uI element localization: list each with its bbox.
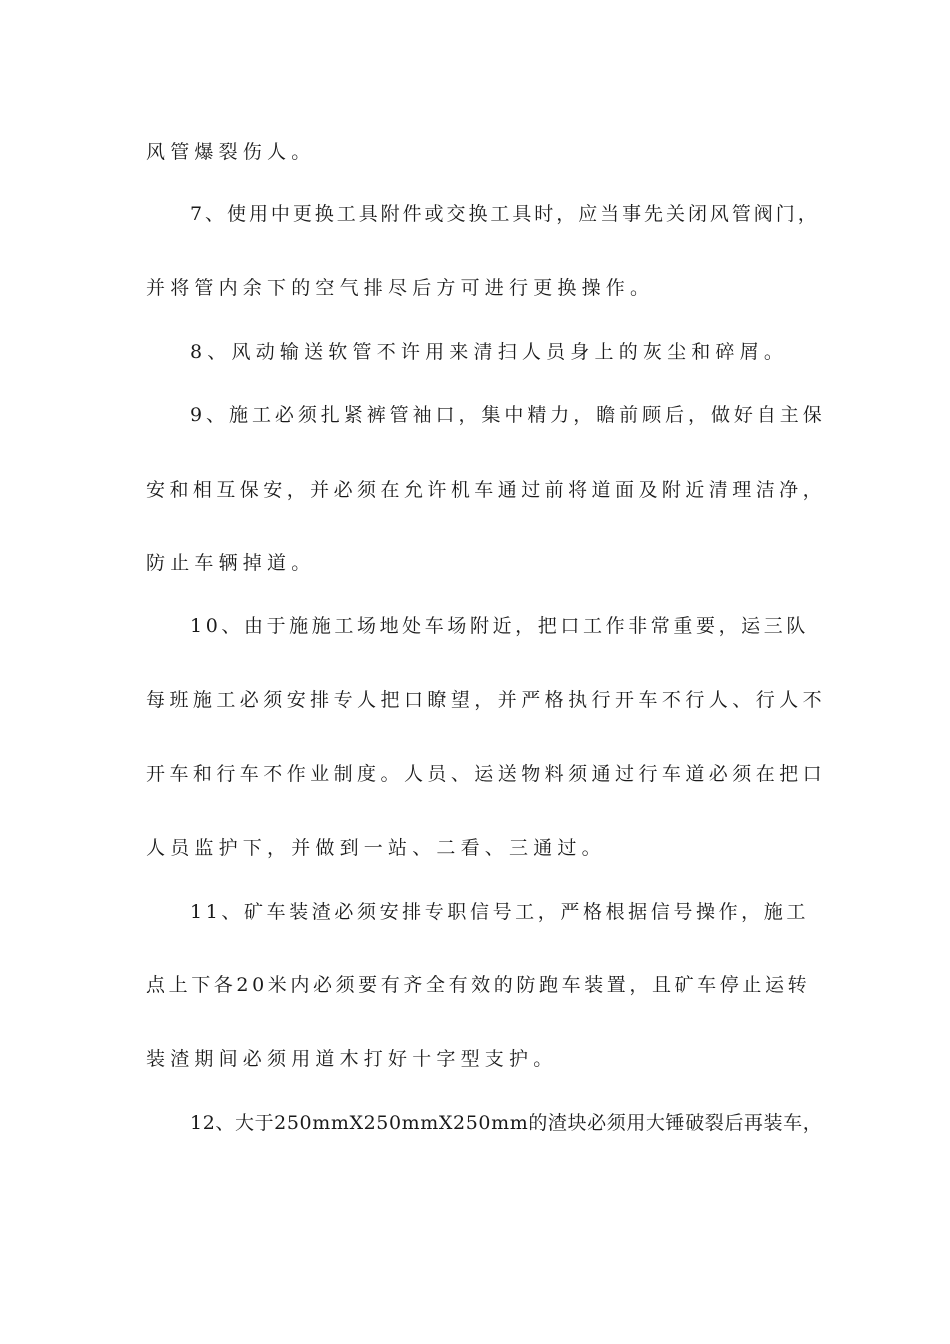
text-line: 每班施工必须安排专人把口瞭望，并严格执行开车不行人、行人不 xyxy=(146,689,827,711)
text-line: 装渣期间必须用道木打好十字型支护。 xyxy=(146,1048,558,1070)
text-line: 并将管内余下的空气排尽后方可进行更换操作。 xyxy=(146,277,655,299)
text-line: 8、风动输送软管不许用来清扫人员身上的灰尘和碎屑。 xyxy=(190,341,789,363)
text-line: 风管爆裂伤人。 xyxy=(146,141,316,163)
text-line: 点上下各20米内必须要有齐全有效的防跑车装置，且矿车停止运转 xyxy=(146,974,811,996)
text-line: 12、大于250mmX250mmX250mm的渣块必须用大锤破裂后再装车， xyxy=(190,1112,823,1134)
text-line: 7、使用中更换工具附件或交换工具时，应当事先关闭风管阀门， xyxy=(190,203,820,225)
text-line: 9、施工必须扎紧裤管袖口，集中精力，瞻前顾后，做好自主保 xyxy=(190,404,826,426)
text-line: 安和相互保安，并必须在允许机车通过前将道面及附近清理洁净， xyxy=(146,479,827,501)
text-line: 11、矿车装渣必须安排专职信号工，严格根据信号操作，施工 xyxy=(190,901,809,923)
text-line: 人员监护下，并做到一站、二看、三通过。 xyxy=(146,837,606,859)
text-line: 防止车辆掉道。 xyxy=(146,552,316,574)
text-line: 10、由于施施工场地处车场附近，把口工作非常重要，运三队 xyxy=(190,615,809,637)
text-line: 开车和行车不作业制度。人员、运送物料须通过行车道必须在把口 xyxy=(146,763,827,785)
